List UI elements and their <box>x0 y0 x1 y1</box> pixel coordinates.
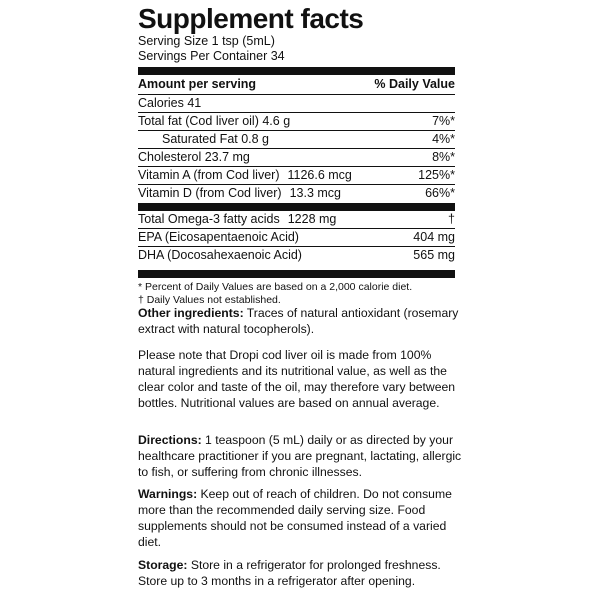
row-name: Calories 41 <box>138 96 202 110</box>
thick-divider <box>138 67 455 75</box>
row-name: Total Omega-3 fatty acids <box>138 212 280 226</box>
row-name: Cholesterol 23.7 mg <box>138 150 250 164</box>
row-dv: 565 mg <box>413 248 455 262</box>
row-name: Vitamin A (from Cod liver) <box>138 168 280 182</box>
panel-title: Supplement facts <box>138 3 364 34</box>
row-name: DHA (Docosahexaenoic Acid) <box>138 248 302 262</box>
thick-divider <box>138 270 455 278</box>
table-row <box>138 167 455 185</box>
footnote-not-established: † Daily Values not established. <box>138 294 281 306</box>
row-amount: 1228 mg <box>287 212 337 226</box>
table-row <box>138 95 455 113</box>
table-row <box>138 131 455 149</box>
row-amount: 1126.6 mcg <box>287 168 352 182</box>
note-paragraph: Please note that Dropi cod liver oil is made from 100% natural ingredients and its nutritional value, as well as the clear color and taste of the oil, may therefore vary between bottles. Nutritional values are based on annual average. <box>138 348 456 410</box>
supplement-facts-panel <box>138 4 455 307</box>
row-dv: 4%* <box>432 132 455 146</box>
table-row <box>138 149 455 167</box>
warnings-text: Keep out of reach of children. Do not consume more than the recommended daily serving size. Food supplements should not be consumed instead of a varied diet. <box>138 487 452 549</box>
storage-text: Store in a refrigerator for prolonged freshness. Store up to 3 months in a refrigerator after opening. <box>138 558 441 588</box>
row-dv: 404 mg <box>413 230 455 244</box>
table-row <box>138 185 455 202</box>
row-name: Saturated Fat 0.8 g <box>162 132 270 146</box>
row-name-group <box>138 212 336 227</box>
row-dv: 8%* <box>432 150 455 164</box>
table-row <box>138 113 455 131</box>
servings-per-container: Servings Per Container 34 <box>138 49 285 63</box>
header-amount: Amount per serving <box>138 77 257 91</box>
table-row <box>138 229 455 247</box>
thick-divider <box>138 203 455 211</box>
table-row <box>138 211 455 229</box>
storage-label: Storage: <box>138 558 188 572</box>
row-dv: 125%* <box>418 168 455 182</box>
serving-size: Serving Size 1 tsp (5mL) <box>138 34 275 48</box>
row-name: EPA (Eicosapentaenoic Acid) <box>138 230 299 244</box>
storage-paragraph <box>138 557 468 589</box>
table-header <box>138 75 455 95</box>
other-ingredients-text: Traces of natural antioxidant (rosemary extract with natural tocopherols). <box>138 306 459 336</box>
row-name: Total fat (Cod liver oil) 4.6 g <box>138 114 291 128</box>
row-dv: 66%* <box>425 186 455 200</box>
footnote-daily-values: * Percent of Daily Values are based on a 2,000 calorie diet. <box>138 281 413 293</box>
directions-label: Directions: <box>138 433 202 447</box>
warnings-paragraph <box>138 486 468 550</box>
header-dv: % Daily Value <box>374 77 455 91</box>
row-dv: † <box>448 212 455 226</box>
directions-paragraph <box>138 432 468 480</box>
other-ingredients-label: Other ingredients: <box>138 306 244 320</box>
row-name-group <box>138 186 341 201</box>
warnings-label: Warnings: <box>138 487 198 501</box>
row-name: Vitamin D (from Cod liver) <box>138 186 282 200</box>
table-row <box>138 247 455 264</box>
directions-text: 1 teaspoon (5 mL) daily or as directed by your healthcare practitioner if you are pregnant, lactating, allergic to fish, or suffering from chronic illnesses. <box>138 433 462 479</box>
row-amount: 13.3 mcg <box>289 186 341 200</box>
other-ingredients-paragraph <box>138 305 468 337</box>
row-dv: 7%* <box>432 114 455 128</box>
row-name-group <box>138 168 352 183</box>
